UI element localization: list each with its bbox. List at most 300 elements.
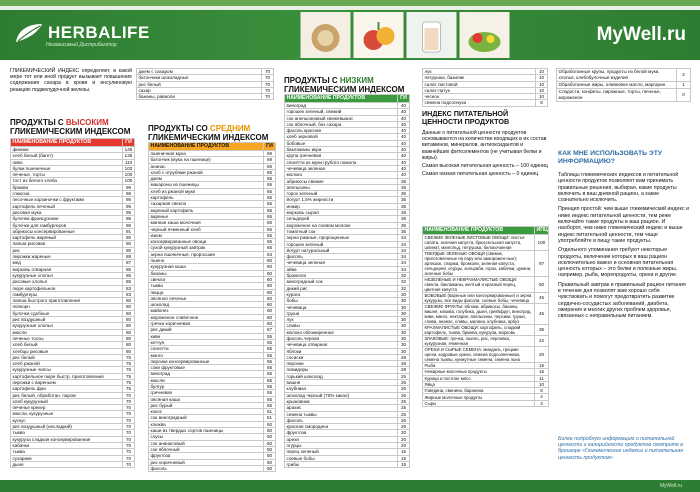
table-row	[423, 304, 549, 325]
product-name: пирожки с вареньем	[11, 379, 123, 385]
product-name: сельдерей	[285, 216, 398, 222]
product-name: соевые бобы	[285, 455, 398, 461]
product-name: дикий рис	[285, 285, 398, 291]
site-brand[interactable]: MyWell.ru	[596, 24, 686, 45]
product-name: Обработанные жиры, оливковое масло, маргарин	[557, 82, 677, 89]
product-name: хлеб ржаной	[11, 361, 123, 367]
nutrition-min-note: Самая низкая питательная ценность – 0 единиц	[422, 171, 539, 178]
index-value: 10	[536, 94, 548, 100]
index-value: 2	[677, 69, 691, 82]
processed-foods-table	[556, 68, 691, 102]
product-name: брокколи	[285, 273, 398, 279]
index-value: 80	[123, 335, 135, 341]
index-value: 55	[264, 377, 276, 383]
product-name: хлебцы рисовые	[11, 348, 123, 354]
low-title-accent: НИЗКИМ	[339, 76, 374, 85]
leaf-logo-icon	[14, 22, 44, 44]
index-value: 70	[123, 455, 135, 461]
product-name: манго	[149, 352, 264, 358]
product-name: томатный сок	[285, 228, 398, 234]
product-name: кукурузная каша	[149, 264, 264, 270]
index-value: 80	[123, 342, 135, 348]
product-name: лапша быстрого приготовления	[11, 298, 123, 304]
index-value: 80	[123, 298, 135, 304]
product-name: рисовая мука	[11, 209, 123, 215]
index-value: 34	[398, 260, 410, 266]
index-value: 0	[677, 89, 691, 102]
product-name: морковь отварная	[11, 266, 123, 272]
table-row	[11, 461, 135, 467]
product-name: рис	[11, 247, 123, 253]
index-value: 75	[123, 354, 135, 360]
top-stripe	[0, 0, 700, 6]
product-name: Рыба	[423, 363, 535, 369]
index-value: 34	[398, 241, 410, 247]
index-value: 80	[123, 348, 135, 354]
product-name: КРАХМАЛИСТЫЕ ОВОЩИ: картофель, сладкий картофель, тыква, брюква, кукуруза, морковь	[423, 325, 535, 336]
product-name: каши из твердых сортов пшеницы	[149, 428, 264, 434]
col-header-name: НАИМЕНОВАНИЕ ПРОДУКТОВ	[285, 95, 398, 103]
usage-paragraph-4: Правильный завтрак и правильный рацион питания в течение дня позволят вам хорошо себя чувствовать и помогут предотвратить развитие сердечно-сосудистых заболеваний, диабета, ожирения и многих других проблем здоровья, связанных с неправильным питанием.	[558, 281, 686, 320]
col-header-gi: ГИ	[398, 95, 410, 103]
product-name: картофель фри	[11, 386, 123, 392]
index-value: 10	[536, 75, 548, 81]
low-title-prefix: ПРОДУКТЫ С	[284, 76, 340, 85]
table-row	[423, 293, 549, 304]
index-value: 30	[398, 291, 410, 297]
index-value: 75	[123, 386, 135, 392]
index-value: 8	[536, 100, 548, 106]
index-value: 80	[123, 329, 135, 335]
product-name: бобы	[285, 298, 398, 304]
usage-title: КАК МНЕ ИСПОЛЬЗОВАТЬ ЭТУ ИНФОРМАЦИЮ?	[558, 150, 663, 165]
col-header-gi: ГИ	[123, 139, 135, 147]
index-value: 80	[123, 310, 135, 316]
product-name: сливы	[285, 323, 398, 329]
index-value: 95	[123, 222, 135, 228]
index-value: 10	[535, 381, 549, 387]
product-name: БОБОВЫЕ (вареные или консервированные) и зерна кукурузы, все виды фасоли, соевые бобы, чечевица	[423, 293, 535, 304]
medium-gi-title	[148, 124, 278, 142]
product-name: финики	[11, 147, 123, 153]
col-header-name: НАИМЕНОВАНИЕ ПРОДУКТОВ	[11, 139, 123, 147]
product-name: картофель жареный	[11, 235, 123, 241]
index-value: 50	[264, 465, 276, 471]
high-gi-table	[10, 138, 135, 468]
product-name: семена тыквы	[285, 411, 398, 417]
product-name: сок апельсиновый свежевыжат.	[285, 115, 398, 121]
product-name: хлеб из ржаной муки	[149, 188, 264, 194]
index-value: 15	[398, 449, 410, 455]
index-value: 10	[536, 81, 548, 87]
product-name: баклажаны икра	[285, 147, 398, 153]
usage-paragraph-3: Отдельного упоминания требуют некоторые продукты, включение которых в ваш рацион исключительно важно и основная питательная ценность которых – это белки и полезные жиры, например, рыба, морепродукты, орехи и другие.	[558, 247, 678, 279]
product-name: виноград	[149, 371, 264, 377]
product-name: кукуруза сладкая консервированная	[11, 436, 123, 442]
index-value: 25	[398, 380, 410, 386]
page-footer	[0, 476, 700, 492]
index-value: 70	[123, 411, 135, 417]
product-name: кукурузные хлопья	[11, 272, 123, 278]
index-value: 60	[264, 295, 276, 301]
index-value: 60	[264, 270, 276, 276]
product-name: морковь сырая	[285, 210, 398, 216]
index-value: 32	[398, 279, 410, 285]
index-value: 25	[398, 392, 410, 398]
index-value: 83	[123, 285, 135, 291]
product-name: Обработанные крупы, продукты из белой муки, хлопья, хлебобулочные изделия	[557, 69, 677, 82]
product-name: батончики шоколадные	[137, 75, 262, 81]
index-value: 25	[398, 424, 410, 430]
product-name: джем с сахаром	[137, 69, 262, 75]
index-value: 25	[398, 405, 410, 411]
product-name: фасоль	[285, 417, 398, 423]
product-name: фасоль красная	[285, 128, 398, 134]
product-name: салат листовой	[423, 81, 536, 87]
product-name: сахар	[137, 87, 262, 93]
index-value: 75	[123, 373, 135, 379]
product-name: хлеб с отрубями ржаной	[149, 169, 264, 175]
product-name: тыква	[11, 449, 123, 455]
product-name: орехи	[285, 436, 398, 442]
index-value: 35	[398, 210, 410, 216]
product-name: НЕЗЕЛЕНЫЕ И НЕКРАХМАЛИСТЫЕ ОВОЩИ: свекла, баклажаны, желтый и красный перец, цветная капуста	[423, 277, 535, 293]
index-value: 55	[264, 333, 276, 339]
index-value: 51	[264, 415, 276, 421]
index-value: 50	[264, 453, 276, 459]
product-name: мюсли	[149, 377, 264, 383]
product-name: чечевица	[285, 304, 398, 310]
table-row	[423, 235, 549, 251]
index-value: 34	[398, 235, 410, 241]
product-name: песочные корзиночки с фруктами	[11, 197, 123, 203]
product-name: мюсли, кукурузные	[11, 411, 123, 417]
index-value: 45	[535, 304, 549, 325]
index-value: 70	[123, 461, 135, 467]
index-value: 75	[123, 379, 135, 385]
index-value: 15	[535, 369, 549, 375]
product-name: Сладости, конфеты, пирожные, торты, печенье, мороженое	[557, 89, 677, 102]
nutrition-table	[422, 226, 549, 407]
product-name: клюква	[149, 421, 264, 427]
product-name: вишня	[285, 380, 398, 386]
index-value: 66	[264, 163, 276, 169]
product-name: бобовые	[285, 140, 398, 146]
index-value: 35	[398, 216, 410, 222]
product-name: гречневая	[149, 390, 264, 396]
product-name: помидоры	[285, 367, 398, 373]
index-value: 30	[398, 304, 410, 310]
product-name: груши	[285, 310, 398, 316]
index-value: 60	[264, 283, 276, 289]
index-value: 80	[123, 317, 135, 323]
index-value: 55	[264, 339, 276, 345]
product-name: хлеб кукурузный	[11, 398, 123, 404]
index-value: 50	[264, 434, 276, 440]
index-value: 88	[123, 254, 135, 260]
index-value: 25	[398, 373, 410, 379]
product-name: горький шоколад	[285, 373, 398, 379]
index-value: 55	[264, 346, 276, 352]
index-value: 50	[264, 459, 276, 465]
product-name: лапша рисовая	[11, 241, 123, 247]
table-row	[423, 325, 549, 336]
index-value: 70	[123, 392, 135, 398]
product-name: Нежирные молочные продукты	[423, 369, 535, 375]
product-name: фасоль	[149, 465, 264, 471]
index-value: 25	[398, 411, 410, 417]
product-name: яблоки	[285, 348, 398, 354]
product-name: ОРЕХИ И СЫРЫЕ СЕМЕНА: миндаль, грецкие орехи, кедровые орехи, семена подсолнечника, семена тыквы, кунжутные семена, семена льна	[423, 347, 535, 363]
index-value: 146	[123, 147, 135, 153]
index-value: 35	[398, 191, 410, 197]
product-name: изюм	[149, 232, 264, 238]
table-row	[423, 251, 549, 277]
product-name: курага	[285, 291, 398, 297]
index-value: 10	[536, 69, 548, 75]
index-value: 34	[398, 266, 410, 272]
table-row	[423, 277, 549, 293]
index-value: 65	[264, 213, 276, 219]
index-value: 20	[398, 430, 410, 436]
index-value: 11	[535, 375, 549, 381]
product-name: сосиски	[285, 354, 398, 360]
product-name: чеснок	[423, 94, 536, 100]
product-name: мороженое сливочное	[149, 314, 264, 320]
index-value: 90	[123, 247, 135, 253]
high-title-suffix: ГЛИКЕМИЧЕСКИМ ИНДЕКСОМ	[10, 127, 131, 136]
index-value: 35	[398, 203, 410, 209]
index-value: 100	[123, 172, 135, 178]
index-value: 40	[398, 153, 410, 159]
index-value: 40	[398, 147, 410, 153]
product-name: джем	[149, 176, 264, 182]
product-name: кукурузные чипсы	[11, 367, 123, 373]
product-name: сок виноградный	[149, 415, 264, 421]
product-name: зерна ржаные, пророщенные	[285, 235, 398, 241]
product-name: овсяная каша	[149, 396, 264, 402]
product-name: бананы	[149, 270, 264, 276]
index-value: 70	[123, 430, 135, 436]
product-name: булочки для гамбургеров	[11, 222, 123, 228]
product-name: булочки французские	[11, 216, 123, 222]
product-name: ананас	[149, 163, 264, 169]
product-name: Говядина, свинина, баранина	[423, 388, 535, 394]
intro-text: ГЛИКЕМИЧЕСКИЙ ИНДЕКС определяет, в какой мере тот или иной продукт вызывает повышение содержания сахара в крови и инсулиновую реакцию поджелудочной железы.	[10, 68, 132, 93]
index-value: 30	[398, 342, 410, 348]
product-name: йогурт 1,5% жирности	[285, 197, 398, 203]
product-name: арахис	[285, 405, 398, 411]
product-name: мюсли	[11, 329, 123, 335]
product-name: абрикосы консервированные	[11, 228, 123, 234]
product-name: булгур	[149, 383, 264, 389]
product-name: брюква	[11, 184, 123, 190]
product-name: рис коричневый	[149, 459, 264, 465]
nutrition-text	[422, 130, 548, 177]
index-value: 28	[398, 354, 410, 360]
product-name: фасоль черная	[285, 335, 398, 341]
product-name: варенье	[149, 213, 264, 219]
herbalife-logo	[14, 22, 150, 44]
product-name: консервированные овощи	[149, 239, 264, 245]
index-value: 70	[262, 87, 274, 93]
index-value: 40	[398, 109, 410, 115]
product-name: печенье тоссы	[11, 335, 123, 341]
index-value: 8	[535, 388, 549, 394]
index-value: 32	[398, 273, 410, 279]
product-name: соусы	[149, 434, 264, 440]
index-value: 55	[264, 396, 276, 402]
product-name: булки пшеничные	[11, 165, 123, 171]
product-name: фруктоза	[149, 453, 264, 459]
index-value: 50	[264, 440, 276, 446]
index-value: 65	[264, 245, 276, 251]
index-value: 35	[398, 178, 410, 184]
index-value: 60	[264, 321, 276, 327]
index-value: 35	[398, 184, 410, 190]
index-value: 60	[264, 276, 276, 282]
index-value: 65	[264, 201, 276, 207]
index-value: 70	[123, 417, 135, 423]
index-value: 60	[264, 258, 276, 264]
index-value: 28	[398, 367, 410, 373]
index-value: 35	[535, 325, 549, 336]
index-value: 40	[398, 140, 410, 146]
product-name: майонез	[149, 308, 264, 314]
product-name: кабачки	[11, 442, 123, 448]
product-name: рисовые хлопья	[11, 279, 123, 285]
index-value: 60	[264, 314, 276, 320]
low-gi-table	[284, 94, 410, 468]
product-name: ТВЕРДЫЕ ЗЕЛЕНЫЕ ОВОЩИ (свежие, приготовленные на пару или заморожен-ные): артишок, спаржа, брокколи, зеленая капуста, сельдерей, огурцы, кольраби, горох, кабачки, цукини, зеленые бобы	[423, 251, 535, 277]
index-value: 55	[264, 402, 276, 408]
product-name: хлеб белый (багет)	[11, 153, 123, 159]
index-value: 70	[123, 442, 135, 448]
product-name: пшеничная мука	[149, 151, 264, 157]
product-name: Курица и постное мясо	[423, 375, 535, 381]
product-name: кокос	[149, 409, 264, 415]
nutrition-title: ИНДЕКС ПИТАТЕЛЬНОЙ ЦЕННОСТИ ПРОДУКТОВ	[422, 109, 510, 127]
product-name: булочки сдобные	[11, 310, 123, 316]
index-value: 60	[264, 264, 276, 270]
index-value: 50	[264, 428, 276, 434]
index-value: 91	[123, 228, 135, 234]
high-title-prefix: ПРОДУКТЫ С	[10, 118, 66, 127]
index-value: 55	[264, 352, 276, 358]
index-value: 100	[535, 235, 549, 251]
index-value: 45	[535, 293, 549, 304]
product-name: глюкоза	[11, 191, 123, 197]
index-value: 65	[264, 232, 276, 238]
product-name: виноград	[285, 103, 398, 109]
index-value: 136	[123, 153, 135, 159]
index-value: 51	[264, 409, 276, 415]
index-value: 97	[535, 251, 549, 277]
index-value: 70	[123, 398, 135, 404]
product-name: огурцы	[285, 443, 398, 449]
index-value: 65	[264, 176, 276, 182]
index-value: 3	[535, 400, 549, 406]
index-value: 40	[398, 159, 410, 165]
nutrition-max-note: Самая высокая питательная ценность – 100 единиц	[422, 163, 548, 170]
index-value: 90	[123, 241, 135, 247]
product-name: персики консервированные	[149, 358, 264, 364]
index-value: 70	[262, 75, 274, 81]
shake-photo-icon	[406, 12, 457, 58]
product-name: пиво	[11, 159, 123, 165]
product-name: попкорн	[11, 304, 123, 310]
product-name: Яйца	[423, 381, 535, 387]
index-value: 90	[123, 235, 135, 241]
nutrition-description: Данные о питательной ценности продуктов основываются на количестве входящих в их состав витаминов, минералов, антиоксидантов и важнейших фитоэлементов (не учитывая белки и жиры).	[422, 130, 547, 161]
index-value: 25	[398, 386, 410, 392]
product-name: пшено	[149, 258, 264, 264]
usage-body	[558, 172, 690, 323]
table-row	[557, 89, 691, 102]
product-name: сахарная свекла	[149, 201, 264, 207]
table-row	[423, 100, 548, 106]
medium-title-accent: СРЕДНИМ	[209, 124, 251, 133]
product-name: хлеб зерновой	[285, 134, 398, 140]
product-name: горох зеленый	[285, 191, 398, 197]
index-value: 100	[123, 178, 135, 184]
index-value: 34	[398, 254, 410, 260]
logo-text: HERBALIFE	[48, 23, 150, 42]
product-name: ЗЛАКОВЫЕ: гречка, пшено, рис, перловка, кукурузная, ячменная	[423, 336, 535, 347]
index-value: 65	[264, 207, 276, 213]
col-header-name: НАИМЕНОВАНИЕ ПРОДУКТОВ	[149, 143, 264, 151]
index-value: 70	[123, 449, 135, 455]
index-value: 20	[535, 347, 549, 363]
product-name: СВЕЖИЕ ЗЕЛЕНЫЕ ЛИСТОВЫЕ ОВОЩИ: листья салата, зеленая капуста, брюссельская капуста, шпинат, мангольд, петрушка, белокочанная	[423, 235, 535, 251]
index-value: 87	[123, 260, 135, 266]
index-value: 70	[123, 436, 135, 442]
index-value: 70	[262, 94, 274, 100]
product-name: батончик (мука на пшенице)	[149, 157, 264, 163]
product-name: рис белый, обработан. паром	[11, 392, 123, 398]
product-name: йогурт натуральный	[285, 247, 398, 253]
product-name: сок яблочный, без сахара	[285, 121, 398, 127]
index-value: 30	[398, 329, 410, 335]
product-name: абрикосы свежие	[285, 178, 398, 184]
product-name: фасоль	[285, 254, 398, 260]
product-name: молоко обезжиренное	[285, 329, 398, 335]
index-value: 30	[398, 348, 410, 354]
product-name: макароны из пшеницы	[149, 182, 264, 188]
fruit-photo-icon	[353, 12, 404, 58]
product-name: айва	[285, 266, 398, 272]
index-value: 83	[123, 291, 135, 297]
product-name: гречка коричневая	[149, 321, 264, 327]
index-value: 70	[262, 81, 274, 87]
index-value: 95	[123, 197, 135, 203]
col-header-gi: ГИ	[264, 143, 276, 151]
index-value: 55	[264, 390, 276, 396]
index-value: 30	[398, 335, 410, 341]
index-value: 96	[123, 191, 135, 197]
index-value: 69	[264, 151, 276, 157]
product-name: сок ананасовый	[149, 440, 264, 446]
product-name: зерна пшеничные, проросшие	[149, 251, 264, 257]
product-name: соки фруктовые	[149, 365, 264, 371]
product-name: сок яблочный	[149, 446, 264, 452]
index-value: 32	[398, 285, 410, 291]
product-name: гамбургеры	[11, 291, 123, 297]
index-value: 34	[398, 247, 410, 253]
index-value: 85	[123, 279, 135, 285]
product-name: спагетти	[149, 346, 264, 352]
low-title-suffix: ГЛИКЕМИЧЕСКИМ ИНДЕКСОМ	[284, 85, 405, 94]
